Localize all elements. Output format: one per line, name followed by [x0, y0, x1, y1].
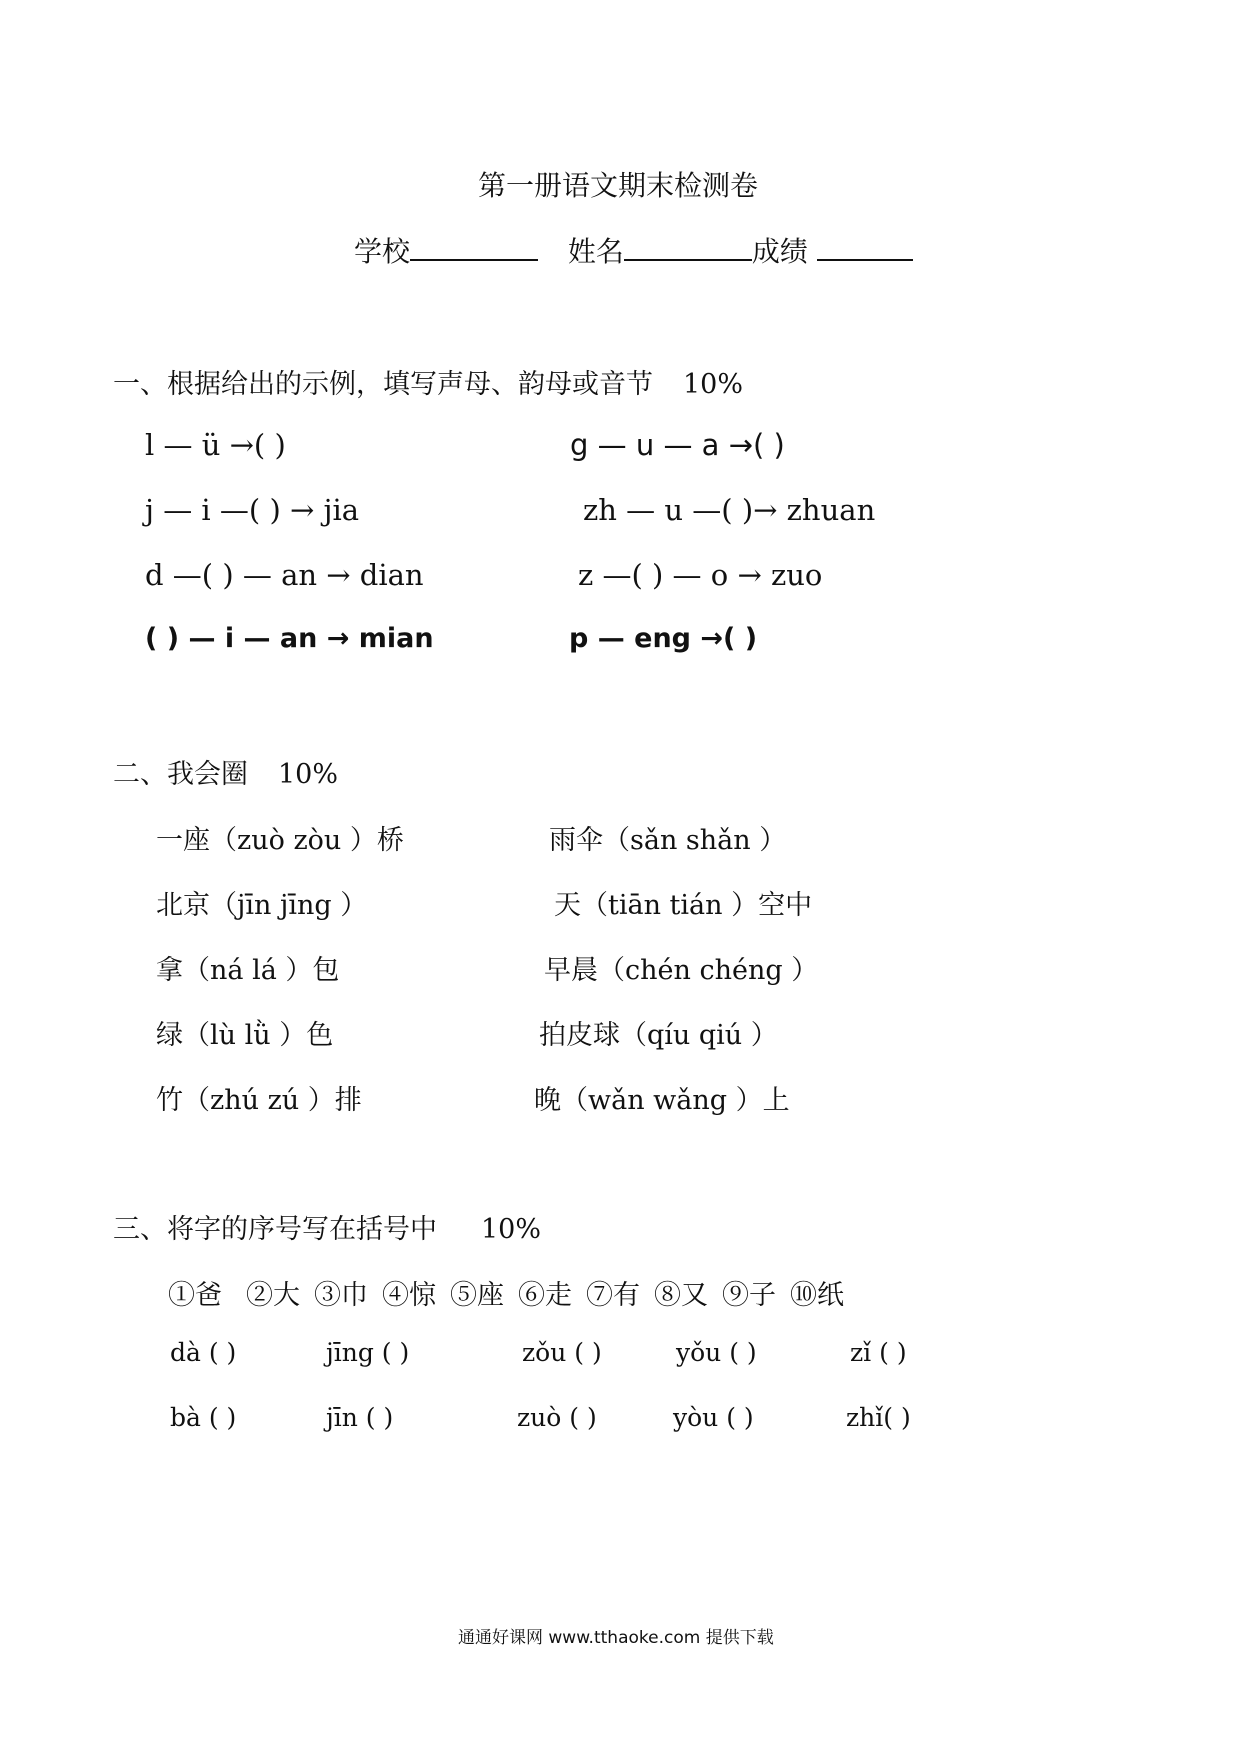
pinyin-blank-jing[interactable]: jīng ( )	[326, 1338, 410, 1367]
circle-item-3-left: 拿（ná lá ）包	[156, 955, 340, 986]
char-10: ⑩纸	[790, 1280, 844, 1311]
footer-text: 通通好课网 www.tthaoke.com 提供下载	[458, 1628, 774, 1648]
page-title: 第一册语文期末检测卷	[478, 169, 759, 202]
pinyin-example-4-right: p — eng →( )	[569, 623, 758, 654]
section2-percent: 10%	[278, 759, 339, 790]
pinyin-example-2-left: j — i —( ) → jia	[145, 493, 360, 527]
name-blank[interactable]	[624, 233, 752, 261]
char-9: ⑨子	[722, 1280, 776, 1311]
char-1: ①爸	[168, 1280, 222, 1311]
char-7: ⑦有	[586, 1280, 640, 1311]
school-label: 学校	[354, 235, 411, 268]
section3-percent: 10%	[481, 1214, 542, 1245]
circle-item-5-left: 竹（zhú zú ）排	[156, 1085, 362, 1116]
circle-item-4-left: 绿（lù lǜ ）色	[156, 1020, 334, 1051]
section1-percent: 10%	[683, 369, 744, 400]
char-5: ⑤座	[450, 1280, 504, 1311]
char-4: ④惊	[382, 1280, 436, 1311]
section2-heading	[113, 752, 338, 791]
circle-item-2-left: 北京（jīn jīng ）	[156, 890, 368, 921]
pinyin-blank-zou3[interactable]: zǒu ( )	[522, 1338, 602, 1367]
pinyin-blank-ba[interactable]: bà ( )	[170, 1403, 237, 1432]
char-3: ③巾	[314, 1280, 368, 1311]
circle-item-1-right: 雨伞（sǎn shǎn ）	[549, 825, 787, 856]
circle-item-5-right: 晚（wǎn wǎng ）上	[534, 1085, 790, 1116]
circle-item-1-left: 一座（zuò zòu ）桥	[156, 825, 404, 856]
pinyin-blank-zhi[interactable]: zhǐ( )	[846, 1403, 911, 1432]
school-blank[interactable]	[410, 233, 538, 261]
pinyin-blank-zi[interactable]: zǐ ( )	[850, 1338, 907, 1367]
name-label: 姓名	[567, 235, 624, 268]
pinyin-example-3-right: z —( ) — o → zuo	[578, 558, 823, 592]
circle-item-4-right: 拍皮球（qíu qiú ）	[539, 1020, 778, 1051]
info-line	[354, 230, 913, 270]
section3-heading	[113, 1207, 541, 1246]
pinyin-example-1-left: l — ü →( )	[145, 428, 286, 462]
pinyin-example-4-left: ( ) — i — an → mian	[145, 623, 434, 654]
pinyin-example-1-right: g — u — a →( )	[570, 428, 785, 462]
pinyin-blank-zuo[interactable]: zuò ( )	[517, 1403, 597, 1432]
pinyin-blank-jin[interactable]: jīn ( )	[326, 1403, 394, 1432]
pinyin-example-2-right: zh — u —( )→ zhuan	[583, 493, 876, 527]
character-list	[168, 1273, 844, 1312]
pinyin-blank-da[interactable]: dà ( )	[170, 1338, 237, 1367]
section1-heading	[113, 362, 743, 401]
pinyin-blank-you3[interactable]: yǒu ( )	[676, 1338, 757, 1367]
section1-title: 一、根据给出的示例，填写声母、韵母或音节	[113, 369, 653, 400]
section3-title: 三、将字的序号写在括号中	[113, 1214, 437, 1245]
char-8: ⑧又	[654, 1280, 708, 1311]
section2-title: 二、我会圈	[113, 759, 248, 790]
score-blank[interactable]	[817, 233, 913, 261]
char-6: ⑥走	[518, 1280, 572, 1311]
circle-item-2-right: 天（tiān tián ）空中	[554, 890, 813, 921]
char-2: ②大	[246, 1280, 300, 1311]
pinyin-blank-you4[interactable]: yòu ( )	[673, 1403, 754, 1432]
circle-item-3-right: 早晨（chén chéng ）	[544, 955, 819, 986]
score-label: 成绩	[751, 235, 808, 268]
pinyin-example-3-left: d —( ) — an → dian	[145, 558, 424, 592]
